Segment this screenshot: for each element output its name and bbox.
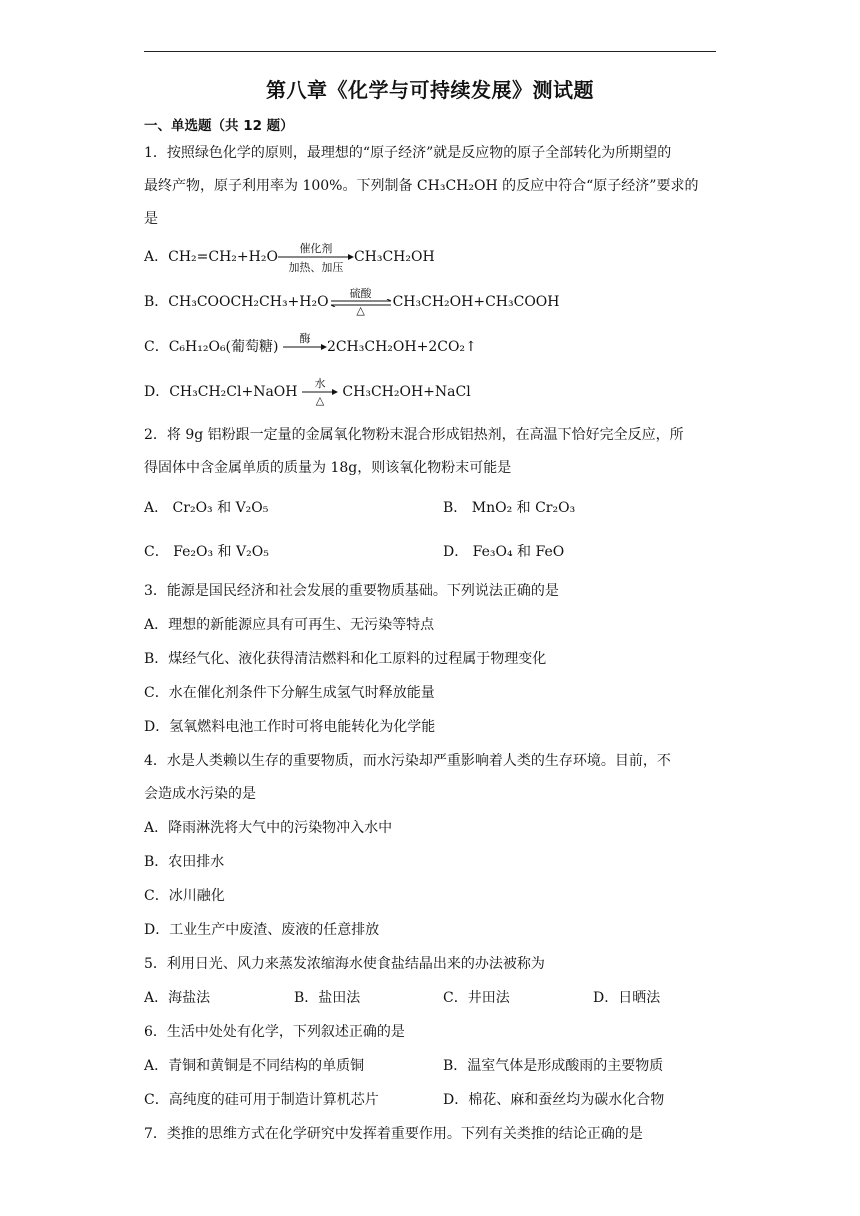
q7-stem: 7．类推的思维方式在化学研究中发挥着重要作用。下列有关类推的结论正确的是 (144, 1126, 643, 1142)
q2-option-a: A． Cr₂O₃ 和 V₂O₅ (144, 500, 269, 516)
q2-stem-line-2: 得固体中含金属单质的质量为 18g，则该氧化物粉末可能是 (144, 460, 512, 476)
header-rule (144, 51, 716, 52)
q1-d-condition-bottom: △ (315, 394, 325, 407)
q6-option-b: B．温室气体是形成酸雨的主要物质 (443, 1058, 664, 1074)
q4-option-d: D．工业生产中废渣、废液的任意排放 (144, 922, 380, 938)
q5-option-c: C．井田法 (443, 990, 510, 1006)
reaction-arrow (278, 242, 354, 272)
q1-option-c (144, 332, 477, 362)
q3-option-d: D．氢氧燃料电池工作时可将电能转化为化学能 (144, 719, 436, 735)
q1-a-condition-top: 催化剂 (299, 242, 333, 255)
reaction-arrow (329, 287, 393, 317)
q5-option-a: A．海盐法 (144, 990, 211, 1006)
q1-option-b (144, 287, 560, 317)
q1-stem-line-2: 最终产物，原子利用率为 100%。下列制备 CH₃CH₂OH 的反应中符合“原子经济”要求的 (144, 178, 699, 194)
q1-d-reactants: D．CH₃CH₂Cl+NaOH (144, 384, 298, 400)
page-title: 第八章《化学与可持续发展》测试题 (266, 78, 594, 102)
q1-c-condition-top: 酶 (299, 332, 311, 345)
q6-stem: 6．生活中处处有化学，下列叙述正确的是 (144, 1024, 405, 1040)
q1-a-condition-bottom: 加热、加压 (288, 261, 344, 274)
q4-stem-line-2: 会造成水污染的是 (144, 786, 256, 802)
q3-option-c: C．水在催化剂条件下分解生成氢气时释放能量 (144, 685, 435, 701)
q1-b-reactants: B．CH₃COOCH₂CH₃+H₂O (144, 294, 329, 310)
q2-option-b: B． MnO₂ 和 Cr₂O₃ (443, 500, 576, 516)
q1-option-a (144, 242, 435, 272)
q1-option-d (144, 377, 471, 407)
q4-option-a: A．降雨淋洗将大气中的污染物冲入水中 (144, 820, 393, 836)
q1-d-products: CH₃CH₂OH+NaCl (342, 384, 471, 400)
section-heading: 一、单选题（共 12 题） (144, 118, 294, 134)
q1-b-condition-top: 硫酸 (349, 287, 372, 300)
q5-option-b: B．盐田法 (294, 990, 361, 1006)
q6-option-c: C．高纯度的硅可用于制造计算机芯片 (144, 1092, 379, 1108)
q1-stem-line-3: 是 (144, 211, 158, 227)
q5-option-d: D．日晒法 (593, 990, 661, 1006)
q1-b-products: CH₃CH₂OH+CH₃COOH (392, 294, 560, 310)
q2-option-c: C． Fe₂O₃ 和 V₂O₅ (144, 544, 269, 560)
q3-option-a: A．理想的新能源应具有可再生、无污染等特点 (144, 617, 435, 633)
q6-option-d: D．棉花、麻和蚕丝均为碳水化合物 (443, 1092, 665, 1108)
q2-stem-line-1: 2．将 9g 铝粉跟一定量的金属氧化物粉末混合形成铝热剂，在高温下恰好完全反应，所 (144, 427, 684, 443)
q2-option-d: D． Fe₃O₄ 和 FeO (443, 544, 565, 560)
q4-option-b: B．农田排水 (144, 854, 225, 870)
reaction-arrow (283, 332, 327, 362)
q1-c-reactants: C．C₆H₁₂O₆(葡萄糖) (144, 339, 279, 355)
q1-a-products: CH₃CH₂OH (353, 249, 435, 265)
q5-stem: 5．利用日光、风力来蒸发浓缩海水使食盐结晶出来的办法被称为 (144, 956, 545, 972)
q4-option-c: C．冰川融化 (144, 888, 225, 904)
q3-stem: 3．能源是国民经济和社会发展的重要物质基础。下列说法正确的是 (144, 583, 559, 599)
reaction-arrow (302, 377, 338, 407)
q4-stem-line-1: 4．水是人类赖以生存的重要物质，而水污染却严重影响着人类的生存环境。目前，不 (144, 753, 671, 769)
q1-b-condition-bottom: △ (356, 304, 365, 317)
q1-d-condition-top: 水 (314, 377, 326, 390)
right-arrow-icon (283, 344, 327, 350)
q3-option-b: B．煤经气化、液化获得清洁燃料和化工原料的过程属于物理变化 (144, 651, 547, 667)
q6-option-a: A．青铜和黄铜是不同结构的单质铜 (144, 1058, 365, 1074)
q1-a-reactants: A．CH₂=CH₂+H₂O (144, 249, 278, 265)
q1-stem-line-1: 1．按照绿色化学的原则，最理想的“原子经济”就是反应物的原子全部转化为所期望的 (144, 145, 672, 161)
q1-c-products: 2CH₃CH₂OH+2CO₂↑ (326, 339, 477, 355)
